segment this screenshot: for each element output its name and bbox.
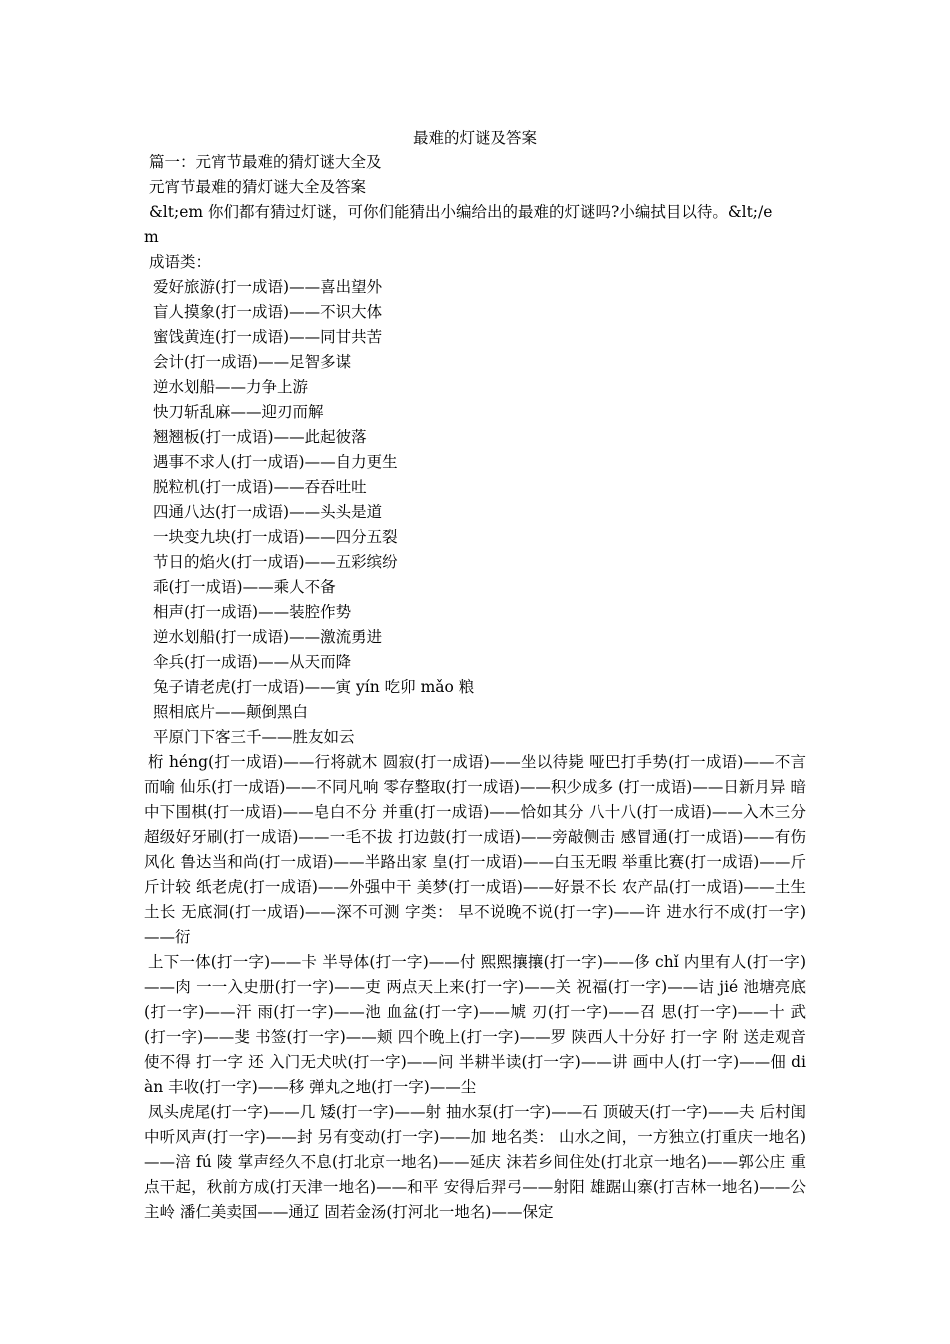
riddle-line: 翘翘板(打一成语)——此起彼落 [153,428,367,446]
riddle-line: 快刀斩乱麻——迎刃而解 [153,403,324,421]
riddle-line: 逆水划船(打一成语)——激流勇进 [153,628,383,646]
riddle-line: 节日的焰火(打一成语)——五彩缤纷 [153,553,398,571]
riddle-paragraph: 凤头虎尾(打一字)——几 矮(打一字)——射 抽水泵(打一字)——石 顶破天(打一字)——夫 后村闺中听风声(打一字)——封 另有变动(打一字)——加 地名类： 山水之间，一方独立(打重庆一地名)——涪 fú 陵 掌声经久不息(打北京一地名)——延庆 沫若乡间住处(打北京一地名)——郭公庄 重点干起，秋前方成(打天津一地名)——和平 安得后羿弓——射阳 雄踞山寨(打吉林一地名)——公主岭 潘仁美卖国——通辽 固若金汤(打河北一地名)——保定 [144,1103,806,1221]
riddle-line: 会计(打一成语)——足智多谋 [153,353,352,371]
riddle-line: 逆水划船——力争上游 [153,378,309,396]
riddle-line: 乖(打一成语)——乘人不备 [153,578,336,596]
riddle-line: 照相底片——颠倒黑白 [153,703,309,721]
riddle-line: 一块变九块(打一成语)——四分五裂 [153,528,398,546]
document-title: 最难的灯谜及答案 [412,129,537,147]
riddle-line: 相声(打一成语)——装腔作势 [153,603,352,621]
riddle-line: 盲人摸象(打一成语)——不识大体 [153,303,383,321]
riddle-line: 遇事不求人(打一成语)——自力更生 [153,453,398,471]
riddle-line: 爱好旅游(打一成语)——喜出望外 [153,278,383,296]
riddle-line: 平原门下客三千——胜友如云 [153,728,355,746]
riddle-line: 脱粒机(打一成语)——吞吞吐吐 [153,478,367,496]
riddle-paragraph: 桁 héng(打一成语)——行将就木 圆寂(打一成语)——坐以待毙 哑巴打手势(打一成语)——不言而喻 仙乐(打一成语)——不同凡响 零存整取(打一成语)——积少成多 (打一成语)——日新月异 暗中下围棋(打一成语)——皂白不分 并重(打一成语)——恰如其分 八十八(打一成语)——入木三分 超级好牙刷(打一成语)——一毛不拔 打边鼓(打一成语)——旁敲侧击 感冒通(打一成语)——有伤风化 鲁达当和尚(打一成语)——半路出家 皇(打一成语)——白玉无暇 举重比赛(打一成语)——斤斤计较 纸老虎(打一成语)——外强中干 美梦(打一成语)——好景不长 农产品(打一成语)——土生土长 无底洞(打一成语)——深不可测 字类： 早不说晚不说(打一字)——许 进水行不成(打一字)——衍 [144,753,806,946]
text-line: 篇一：元宵节最难的猜灯谜大全及 [149,153,382,171]
riddle-line: 伞兵(打一成语)——从天而降 [153,653,352,671]
riddle-paragraph: 上下一体(打一字)——卡 半导体(打一字)——付 熙熙攘攘(打一字)——侈 chǐ 内里有人(打一字)——肉 一一入史册(打一字)——吏 两点天上来(打一字)——关 祝福(打一字)——诘 jié 池塘亮底(打一字)——汗 雨(打一字)——池 血盆(打一字)——虓 刃(打一字)——召 思(打一字)——十 武(打一字)——斐 书签(打一字)——颊 四个晚上(打一字)——罗 陕西人十分好 打一字 附 送走观音使不得 打一字 还 入门无犬吠(打一字)——问 半耕半读(打一字)——讲 画中人(打一字)——佃 diàn 丰收(打一字)——移 弹丸之地(打一字)——尘 [144,953,806,1096]
document-body [144,150,806,1225]
text-line: 元宵节最难的猜灯谜大全及答案 [149,178,367,196]
riddle-line: 蜜饯黄连(打一成语)——同甘共苦 [153,328,383,346]
riddle-line: 四通八达(打一成语)——头头是道 [153,503,383,521]
text-line: m [144,228,159,246]
text-line: &lt;em 你们都有猜过灯谜，可你们能猜出小编给出的最难的灯谜吗?小编拭目以待。&lt;/e [149,203,773,221]
riddle-line: 兔子请老虎(打一成语)——寅 yín 吃卯 mǎo 粮 [153,678,475,696]
section-heading: 成语类： [149,253,212,271]
